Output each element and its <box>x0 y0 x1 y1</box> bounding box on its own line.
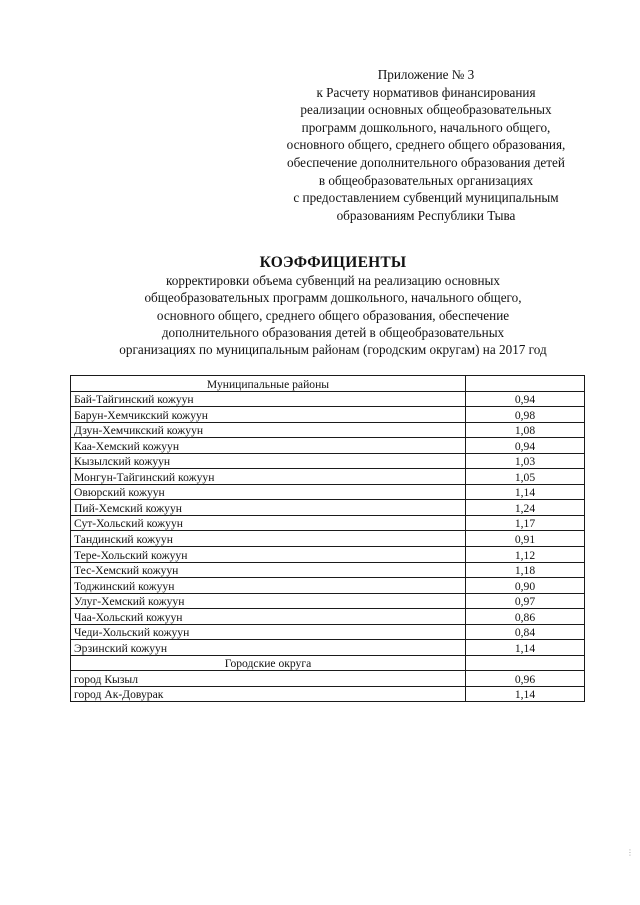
appendix-line: обеспечение дополнительного образования детей <box>287 154 565 170</box>
municipality-name: Пий-Хемский кожуун <box>71 500 466 516</box>
coefficient-value: 1,05 <box>466 469 585 485</box>
coefficient-value: 0,94 <box>466 438 585 454</box>
districts-header-row <box>71 376 585 392</box>
cities-header: Городские округа <box>71 655 466 671</box>
district-row <box>71 562 585 578</box>
municipality-name: Чаа-Хольский кожуун <box>71 609 466 625</box>
coefficient-value: 1,03 <box>466 453 585 469</box>
district-row <box>71 640 585 656</box>
districts-header: Муниципальные районы <box>71 376 466 392</box>
district-row <box>71 391 585 407</box>
municipality-name: Бай-Тайгинский кожуун <box>71 391 466 407</box>
coefficient-value: 0,97 <box>466 593 585 609</box>
district-row <box>71 609 585 625</box>
document-heading <box>70 254 596 358</box>
municipality-name: Тере-Хольский кожуун <box>71 547 466 563</box>
district-row <box>71 469 585 485</box>
district-row <box>71 624 585 640</box>
district-row <box>71 531 585 547</box>
municipality-name: Кызылский кожуун <box>71 453 466 469</box>
document-title: КОЭФФИЦИЕНТЫ <box>259 254 407 271</box>
district-row <box>71 438 585 454</box>
municipality-name: Чеди-Хольский кожуун <box>71 624 466 640</box>
coefficient-value: 1,14 <box>466 640 585 656</box>
municipality-name: Тандинский кожуун <box>71 531 466 547</box>
document-subtitle-line: дополнительного образования детей в общеобразовательных <box>161 324 505 340</box>
municipality-name: Тоджинский кожуун <box>71 578 466 594</box>
coefficient-value: 0,84 <box>466 624 585 640</box>
municipality-name: Эрзинский кожуун <box>71 640 466 656</box>
district-row <box>71 578 585 594</box>
coefficient-value: 1,08 <box>466 422 585 438</box>
coefficient-value: 1,14 <box>466 484 585 500</box>
coefficient-value: 0,90 <box>466 578 585 594</box>
coefficient-value: 0,91 <box>466 531 585 547</box>
municipality-name: город Ак-Довурак <box>71 686 466 702</box>
appendix-line: Приложение № 3 <box>377 67 475 82</box>
municipality-name: Дзун-Хемчикский кожуун <box>71 422 466 438</box>
appendix-line: программ дошкольного, начального общего, <box>301 119 551 135</box>
municipality-name: Сут-Хольский кожуун <box>71 515 466 531</box>
appendix-line: образованиям Республики Тыва <box>336 207 516 223</box>
document-subtitle-line: организациях по муниципальным районам (городским округам) на 2017 год <box>119 342 547 358</box>
municipality-name: город Кызыл <box>71 671 466 687</box>
district-row <box>71 453 585 469</box>
city-row <box>71 671 585 687</box>
coefficient-value: 1,17 <box>466 515 585 531</box>
coefficient-value: 1,12 <box>466 547 585 563</box>
appendix-line: к Расчету нормативов финансирования <box>316 84 536 100</box>
coefficient-value: 1,18 <box>466 562 585 578</box>
appendix-line: в общеобразовательных организациях <box>318 172 534 188</box>
cities-header-value-cell <box>466 655 585 671</box>
municipality-name: Тес-Хемский кожуун <box>71 562 466 578</box>
coefficient-value: 1,14 <box>466 686 585 702</box>
district-row <box>71 500 585 516</box>
coefficient-value: 1,24 <box>466 500 585 516</box>
coefficient-value: 0,98 <box>466 407 585 423</box>
page-edge-mark: ⋮ <box>626 848 634 857</box>
district-row <box>71 593 585 609</box>
municipality-name: Монгун-Тайгинский кожуун <box>71 469 466 485</box>
appendix-line: основного общего, среднего общего образования, <box>286 137 566 153</box>
document-subtitle-line: основного общего, среднего общего образования, обеспечение <box>156 307 510 323</box>
city-row <box>71 686 585 702</box>
district-row <box>71 515 585 531</box>
coefficient-value: 0,96 <box>466 671 585 687</box>
district-row <box>71 484 585 500</box>
coefficients-table-body <box>71 376 585 702</box>
districts-header-value-cell <box>466 376 585 392</box>
cities-header-row <box>71 655 585 671</box>
coefficients-table <box>70 375 585 702</box>
coefficient-value: 0,86 <box>466 609 585 625</box>
district-row <box>71 407 585 423</box>
appendix-line: реализации основных общеобразовательных <box>300 102 552 118</box>
municipality-name: Барун-Хемчикский кожуун <box>71 407 466 423</box>
coefficient-value: 0,94 <box>466 391 585 407</box>
municipality-name: Каа-Хемский кожуун <box>71 438 466 454</box>
municipality-name: Улуг-Хемский кожуун <box>71 593 466 609</box>
document-subtitle-line: общеобразовательных программ дошкольного, начального общего, <box>144 290 522 306</box>
district-row <box>71 422 585 438</box>
appendix-header <box>250 66 602 224</box>
document-subtitle-line: корректировки объема субвенций на реализацию основных <box>166 273 500 288</box>
district-row <box>71 547 585 563</box>
municipality-name: Овюрский кожуун <box>71 484 466 500</box>
appendix-line: с предоставлением субвенций муниципальным <box>293 190 559 206</box>
